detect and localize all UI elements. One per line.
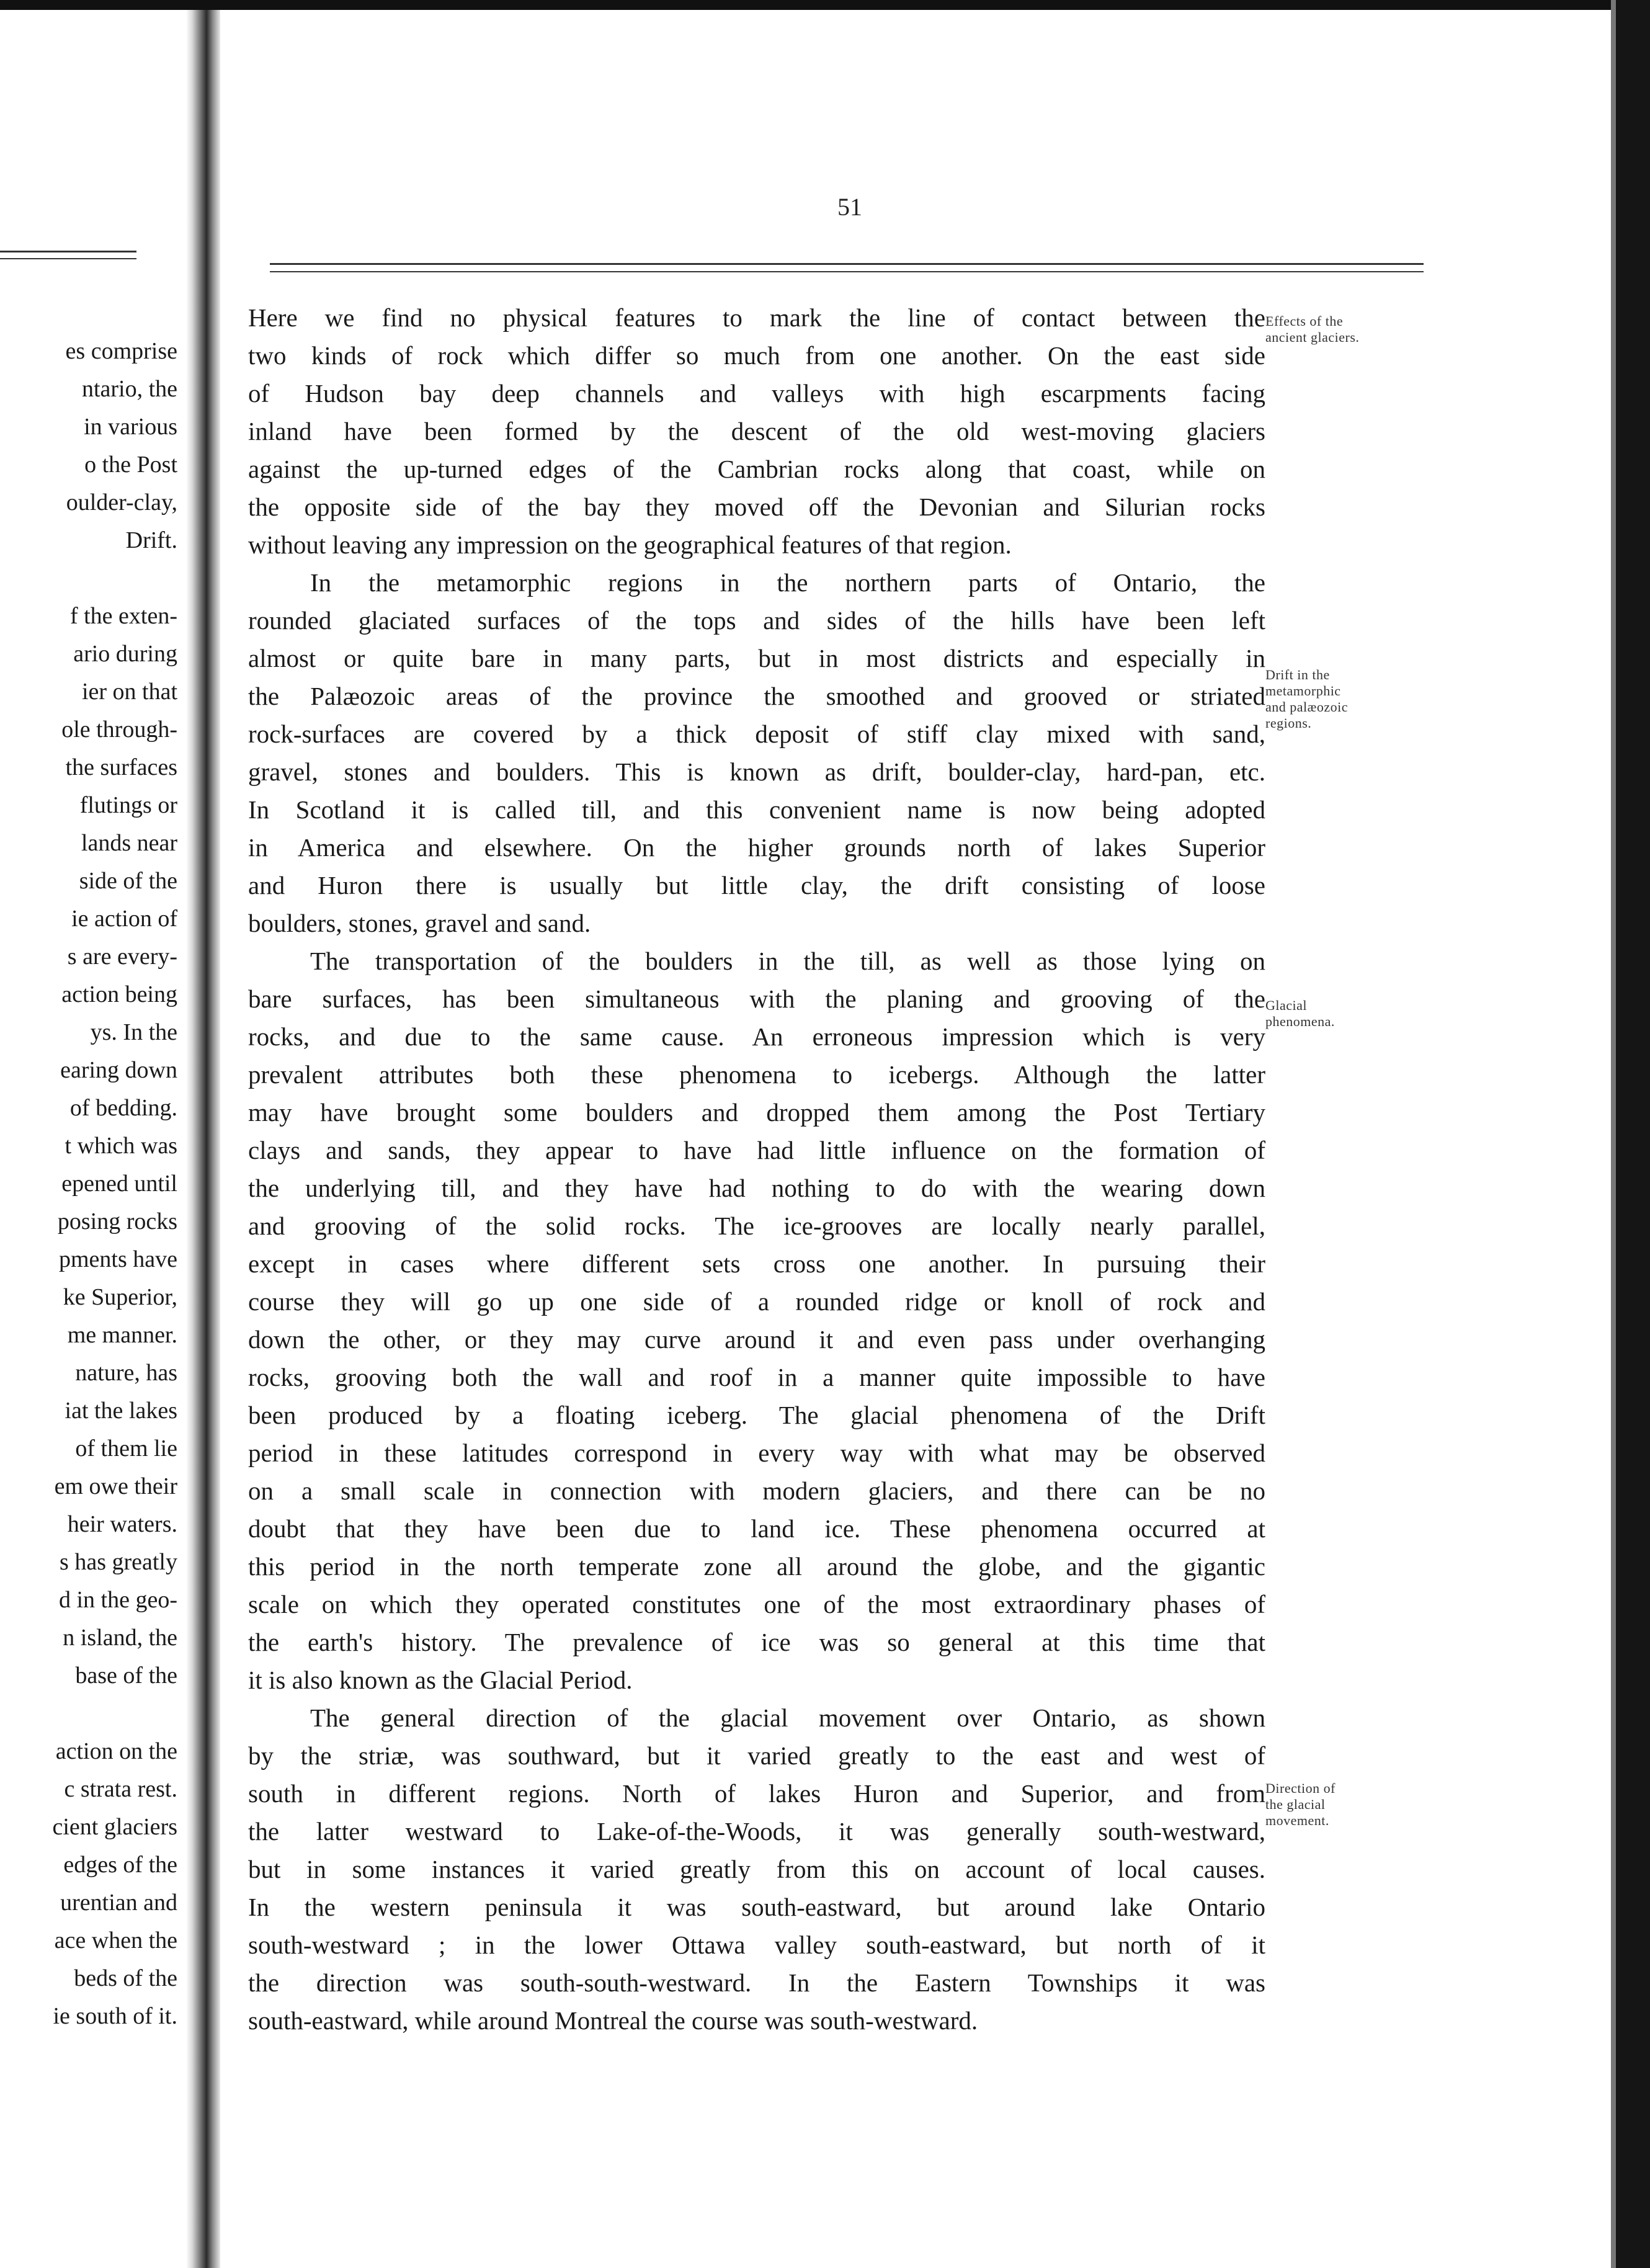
text-line: boulders, stones, gravel and sand. <box>248 909 591 937</box>
text-line: south in different regions. North of lakes Huron and Superior, and from <box>248 1779 1265 1808</box>
facing-page-line: flutings or <box>79 792 177 818</box>
text-line: The transportation of the boulders in the till, as well as those lying on <box>310 947 1265 975</box>
facing-page-line: edges of the <box>63 1852 177 1878</box>
facing-page-line <box>0 1695 177 1733</box>
facing-page-line: d in the geo- <box>58 1587 177 1613</box>
margin-note-line: Direction of <box>1265 1780 1336 1796</box>
text-line: doubt that they have been due to land ice. These phenomena occurred at <box>248 1514 1265 1543</box>
facing-page-line: earing down <box>60 1057 177 1083</box>
text-line: it is also known as the Glacial Period. <box>248 1666 633 1694</box>
text-line: by the striæ, was southward, but it varied greatly to the east and west of <box>248 1741 1265 1770</box>
margin-note-line: regions. <box>1265 715 1312 731</box>
text-line: without leaving any impression on the geographical features of that region. <box>248 530 1012 559</box>
facing-page-line: f the exten- <box>69 603 177 629</box>
facing-page-line <box>0 560 177 597</box>
text-line: period in these latitudes correspond in every way with what may be observed <box>248 1439 1265 1467</box>
paragraph <box>248 564 1265 942</box>
text-line: two kinds of rock which differ so much from one another. On the east side <box>248 341 1265 370</box>
text-line: against the up-turned edges of the Cambrian rocks along that coast, while on <box>248 455 1265 483</box>
text-line: south-eastward, while around Montreal the course was south-westward. <box>248 2006 978 2035</box>
text-line: the direction was south-south-westward. In the Eastern Townships it was <box>248 1968 1265 1997</box>
facing-page-line: epened until <box>61 1171 177 1197</box>
text-line: rocks, and due to the same cause. An erroneous impression which is very <box>248 1022 1265 1051</box>
margin-note-glacial-movement <box>1265 1780 1427 1829</box>
text-line: on a small scale in connection with modern glaciers, and there can be no <box>248 1476 1265 1505</box>
body-text <box>248 299 1265 2040</box>
text-line: Here we find no physical features to mark the line of contact between the <box>248 303 1265 332</box>
facing-page-line: the surfaces <box>65 754 177 780</box>
text-line: almost or quite bare in many parts, but in most districts and especially in <box>248 644 1265 672</box>
facing-page-line: es comprise <box>65 338 177 364</box>
text-line: and grooving of the solid rocks. The ice-grooves are locally nearly parallel, <box>248 1212 1265 1240</box>
text-line: and Huron there is usually but little clay, the drift consisting of loose <box>248 871 1265 900</box>
facing-page-line: me manner. <box>67 1322 177 1348</box>
text-line: down the other, or they may curve around it and even pass under overhanging <box>248 1325 1265 1354</box>
book-gutter-shadow <box>186 10 220 2268</box>
text-line: of Hudson bay deep channels and valleys with high escarpments facing <box>248 379 1265 408</box>
paragraph <box>248 1699 1265 2040</box>
text-line: clays and sands, they appear to have had little influence on the formation of <box>248 1136 1265 1164</box>
facing-page-line: em owe their <box>54 1473 177 1499</box>
text-line: rock-surfaces are covered by a thick deposit of stiff clay mixed with sand, <box>248 720 1265 748</box>
facing-page-text <box>0 333 177 2035</box>
scan-top-border <box>0 0 1650 10</box>
text-line: In Scotland it is called till, and this convenient name is now being adopted <box>248 795 1265 824</box>
facing-page-line: o the Post <box>84 452 177 478</box>
facing-page-line: side of the <box>79 868 177 894</box>
margin-note-line: phenomena. <box>1265 1014 1335 1029</box>
margin-note-effects-of-glaciers <box>1265 313 1427 346</box>
text-line: in America and elsewhere. On the higher grounds north of lakes Superior <box>248 833 1265 862</box>
facing-page-line: cient glaciers <box>52 1814 177 1840</box>
header-rule <box>270 263 1424 265</box>
text-line: rounded glaciated surfaces of the tops and sides of the hills have been left <box>248 606 1265 635</box>
facing-page-line: Drift. <box>125 527 177 553</box>
header-rule <box>270 271 1424 272</box>
text-line: prevalent attributes both these phenomena to icebergs. Although the latter <box>248 1060 1265 1089</box>
margin-note-line: and palæozoic <box>1265 699 1348 715</box>
facing-page-line: t which was <box>65 1133 177 1159</box>
facing-page-line: oulder-clay, <box>66 489 177 516</box>
facing-page-line: heir waters. <box>67 1511 177 1537</box>
facing-page-line: c strata rest. <box>64 1776 177 1802</box>
paragraph <box>248 299 1265 564</box>
facing-page-line: ario during <box>73 641 177 667</box>
facing-page-line: beds of the <box>74 1965 177 1991</box>
text-line: been produced by a floating iceberg. The glacial phenomena of the Drift <box>248 1401 1265 1429</box>
text-line: except in cases where different sets cross one another. In pursuing their <box>248 1249 1265 1278</box>
text-line: inland have been formed by the descent of the old west-moving glaciers <box>248 417 1265 445</box>
text-line: south-westward ; in the lower Ottawa valley south-eastward, but north of it <box>248 1931 1265 1959</box>
facing-page-line: urentian and <box>60 1890 177 1916</box>
facing-page-rule <box>0 258 136 259</box>
text-line: bare surfaces, has been simultaneous with the planing and grooving of the <box>248 984 1265 1013</box>
text-line: but in some instances it varied greatly from this on account of local causes. <box>248 1855 1265 1883</box>
facing-page-line: s has greatly <box>60 1549 177 1575</box>
facing-page-line: lands near <box>81 830 177 856</box>
text-line: course they will go up one side of a rounded ridge or knoll of rock and <box>248 1287 1265 1316</box>
text-line: the Palæozoic areas of the province the smoothed and grooved or striated <box>248 682 1265 710</box>
facing-page-line: ier on that <box>81 679 177 705</box>
facing-page-rule <box>0 251 136 252</box>
text-line: this period in the north temperate zone all around the globe, and the gigantic <box>248 1552 1265 1581</box>
facing-page-line: n island, the <box>63 1625 177 1651</box>
facing-page-line: nature, has <box>75 1360 177 1386</box>
facing-page-line: ole through- <box>61 717 177 743</box>
text-line: The general direction of the glacial movement over Ontario, as shown <box>310 1703 1265 1732</box>
scan-right-border <box>1616 0 1650 2268</box>
facing-page-line: ys. In the <box>90 1019 177 1045</box>
facing-page-line: action on the <box>55 1738 177 1764</box>
text-line: rocks, grooving both the wall and roof in a manner quite impossible to have <box>248 1363 1265 1391</box>
facing-page-line: in various <box>84 414 177 440</box>
margin-note-glacial-phenomena <box>1265 998 1427 1030</box>
facing-page-line: base of the <box>75 1663 177 1689</box>
margin-note-line: Glacial <box>1265 998 1308 1013</box>
margin-note-line: movement. <box>1265 1813 1329 1828</box>
paragraph <box>248 942 1265 1699</box>
facing-page-line: ie south of it. <box>53 2003 177 2029</box>
text-line: the underlying till, and they have had nothing to do with the wearing down <box>248 1174 1265 1202</box>
margin-note-line: the glacial <box>1265 1797 1326 1812</box>
facing-page-line: of bedding. <box>69 1095 177 1121</box>
text-line: scale on which they operated constitutes one of the most extraordinary phases of <box>248 1590 1265 1618</box>
text-line: the latter westward to Lake-of-the-Woods, it was generally south-westward, <box>248 1817 1265 1846</box>
facing-page-line: pments have <box>58 1246 177 1272</box>
text-line: may have brought some boulders and dropped them among the Post Tertiary <box>248 1098 1265 1127</box>
facing-page-line: ke Superior, <box>63 1284 177 1310</box>
facing-page-line: iat the lakes <box>65 1398 177 1424</box>
margin-note-line: metamorphic <box>1265 683 1341 699</box>
text-line: the opposite side of the bay they moved off the Devonian and Silurian rocks <box>248 493 1265 521</box>
text-line: In the metamorphic regions in the northern parts of Ontario, the <box>310 568 1265 597</box>
facing-page-line: ntario, the <box>81 376 177 402</box>
margin-note-line: ancient glaciers. <box>1265 329 1360 345</box>
text-line: the earth's history. The prevalence of ice was so general at this time that <box>248 1628 1265 1656</box>
text-line: gravel, stones and boulders. This is known as drift, boulder-clay, hard-pan, etc. <box>248 757 1265 786</box>
page-number: 51 <box>837 193 862 221</box>
margin-note-drift-regions <box>1265 667 1427 731</box>
text-line: In the western peninsula it was south-eastward, but around lake Ontario <box>248 1893 1265 1921</box>
facing-page-line: action being <box>61 981 177 1007</box>
facing-page-line: ace when the <box>54 1927 177 1953</box>
facing-page-fragment <box>0 10 186 2268</box>
margin-note-line: Effects of the <box>1265 313 1344 329</box>
facing-page-line: s are every- <box>67 944 177 970</box>
facing-page-line: of them lie <box>75 1435 177 1462</box>
facing-page-line: ie action of <box>71 906 177 932</box>
margin-note-line: Drift in the <box>1265 667 1330 682</box>
facing-page-line: posing rocks <box>57 1208 177 1234</box>
